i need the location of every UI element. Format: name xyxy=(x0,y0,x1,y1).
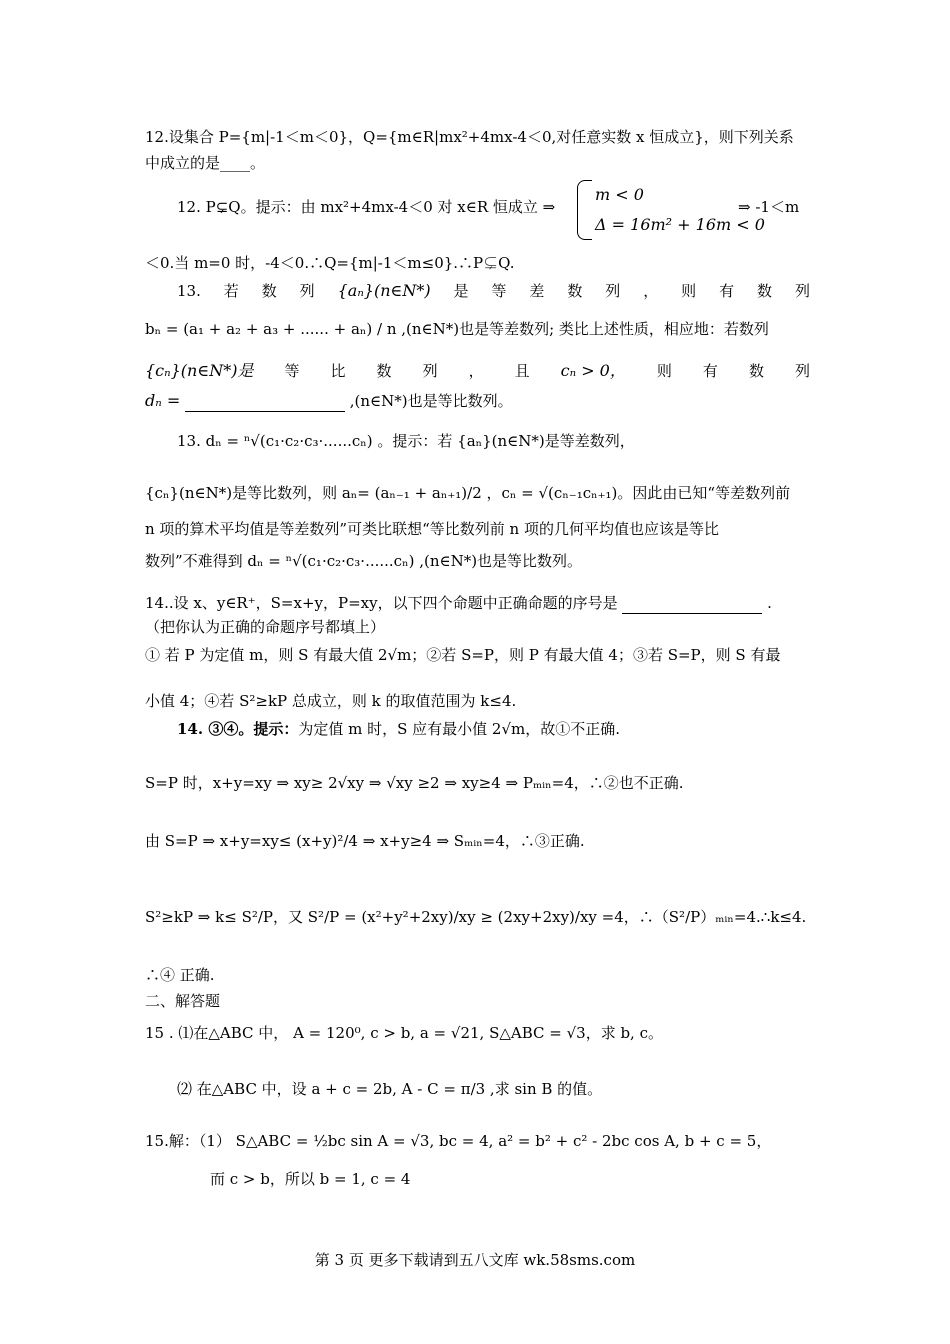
q13-word: 数 xyxy=(757,282,773,300)
a12-line1: 12. P⊊Q。提示：由 mx²+4mx-4＜0 对 x∈R 恒成立 ⇒ xyxy=(177,198,556,216)
q13-word: 等 xyxy=(284,362,300,380)
a13-line2: {cₙ}(n∈N*)是等比数列，则 aₙ= (aₙ₋₁ + aₙ₊₁)/2 ，cₙ = √(cₙ₋₁cₙ₊₁)。因此由已知“等差数列前 xyxy=(145,484,791,502)
a14-line3: 由 S=P ⇒ x+y=xy≤ (x+y)²/4 ⇒ x+y≥4 ⇒ Sₘᵢₙ=4，∴③正确. xyxy=(145,832,585,850)
q13-word: 列 xyxy=(794,282,810,300)
a12-cond1: m < 0 xyxy=(595,185,644,204)
q14-line1-end: . xyxy=(767,594,772,612)
q13-word: 13. xyxy=(177,282,201,300)
q13-word: 则 xyxy=(681,282,697,300)
page-footer: 第 3 页 更多下载请到五八文库 wk.58sms.com xyxy=(314,1251,636,1269)
q15-line1: 15 . ⑴在△ABC 中， A = 120⁰, c > b, a = √21, S△ABC = √3，求 b, c。 xyxy=(145,1024,663,1042)
q13-word: 列 xyxy=(605,282,621,300)
q13-line2: bₙ = (a₁ + a₂ + a₃ + ...... + aₙ) / n ,(n∈N*)也是等差数列; 类比上述性质，相应地：若数列 xyxy=(145,320,769,338)
a14-line2: S=P 时，x+y=xy ⇒ xy≥ 2√xy ⇒ √xy ≥2 ⇒ xy≥4 ⇒ Pₘᵢₙ=4，∴②也不正确. xyxy=(145,774,684,792)
a14-line1-text: 为定值 m 时，S 应有最小值 2√m，故①不正确. xyxy=(298,720,620,738)
a12-tail: ⇒ -1＜m xyxy=(738,198,800,216)
q13-word: 列 xyxy=(299,282,315,300)
q14-line4: 小值 4；④若 S²≥kP 总成立，则 k 的取值范围为 k≤4. xyxy=(145,692,517,710)
q13-word: cₙ > 0， xyxy=(560,361,626,380)
q13-word: 比 xyxy=(330,362,346,380)
q13-word: {aₙ}(n∈N*) xyxy=(337,281,431,300)
answer-blank xyxy=(185,395,345,412)
q13-word: 且 xyxy=(514,362,530,380)
q13-word: ， xyxy=(643,282,659,300)
q13-word: ， xyxy=(468,362,484,380)
q13-word: 有 xyxy=(719,282,735,300)
system-brace xyxy=(577,180,592,240)
a14-line4: S²≥kP ⇒ k≤ S²/P，又 S²/P = (x²+y²+2xy)/xy ≥ (2xy+2xy)/xy =4，∴（S²/P）ₘᵢₙ=4.∴k≤4. xyxy=(145,908,807,926)
q13-word: 数 xyxy=(261,282,277,300)
q13-word: 数 xyxy=(567,282,583,300)
a14-line1 xyxy=(177,718,810,740)
a15-line1: 15.解：（1） S△ABC = ½bc sin A = √3, bc = 4, a² = b² + c² - 2bc cos A, b + c = 5， xyxy=(145,1132,772,1150)
q13-word: 有 xyxy=(702,362,718,380)
q13-word: 列 xyxy=(794,362,810,380)
q13-word: 数 xyxy=(376,362,392,380)
a15-line2: 而 c > b，所以 b = 1, c = 4 xyxy=(210,1170,411,1188)
q13-line3 xyxy=(145,360,810,382)
a13-line4: 数列”不难得到 dₙ = ⁿ√(c₁·c₂·c₃·......cₙ) ,(n∈N*)也是等比数列。 xyxy=(145,552,583,570)
a13-line1: 13. dₙ = ⁿ√(c₁·c₂·c₃·......cₙ) 。提示：若 {aₙ}(n∈N*)是等差数列， xyxy=(177,432,635,450)
dn-label: dₙ = xyxy=(145,391,181,410)
a14-line5: ∴④ 正确. xyxy=(145,966,215,984)
q15-line2: ⑵ 在△ABC 中，设 a + c = 2b, A - C = π/3 ,求 sin B 的值。 xyxy=(177,1080,603,1098)
a12-cond2: Δ = 16m² + 16m < 0 xyxy=(595,215,765,234)
q14-line1 xyxy=(145,592,810,614)
q13-word: 是 xyxy=(453,282,469,300)
q13-word: 数 xyxy=(748,362,764,380)
q13-line1 xyxy=(177,280,810,302)
q14-line1-text: 14..设 x、y∈R⁺，S=x+y，P=xy，以下四个命题中正确命题的序号是 xyxy=(145,594,618,612)
section-heading: 二、解答题 xyxy=(145,992,221,1010)
answer-blank xyxy=(622,597,762,614)
q13-word: 列 xyxy=(422,362,438,380)
q13-line4-tail: ,(n∈N*)也是等比数列。 xyxy=(349,392,513,410)
q13-word: 则 xyxy=(656,362,672,380)
q14-line2: （把你认为正确的命题序号都填上） xyxy=(145,618,386,636)
q12-line1: 12.设集合 P={m|-1＜m＜0}，Q={m∈R|mx²+4mx-4＜0,对任意实数 x 恒成立}，则下列关系 xyxy=(145,128,794,146)
q13-word: 若 xyxy=(223,282,239,300)
q13-word: 等 xyxy=(491,282,507,300)
a13-line3: n 项的算术平均值是等差数列”可类比联想“等比数列前 n 项的几何平均值也应该是等比 xyxy=(145,520,719,538)
q13-word: {cₙ}(n∈N*)是 xyxy=(145,361,254,380)
a12-line2: ＜0.当 m=0 时，-4＜0.∴Q={m|-1＜m≤0}.∴P⊊Q. xyxy=(145,254,515,272)
q13-word: 差 xyxy=(529,282,545,300)
a14-head: 14. ③④。提示： xyxy=(177,720,299,738)
q13-line4 xyxy=(145,390,810,412)
q12-line2: 中成立的是____。 xyxy=(145,154,266,172)
q14-line3: ① 若 P 为定值 m，则 S 有最大值 2√m；②若 S=P，则 P 有最大值 4；③若 S=P，则 S 有最 xyxy=(145,646,781,664)
